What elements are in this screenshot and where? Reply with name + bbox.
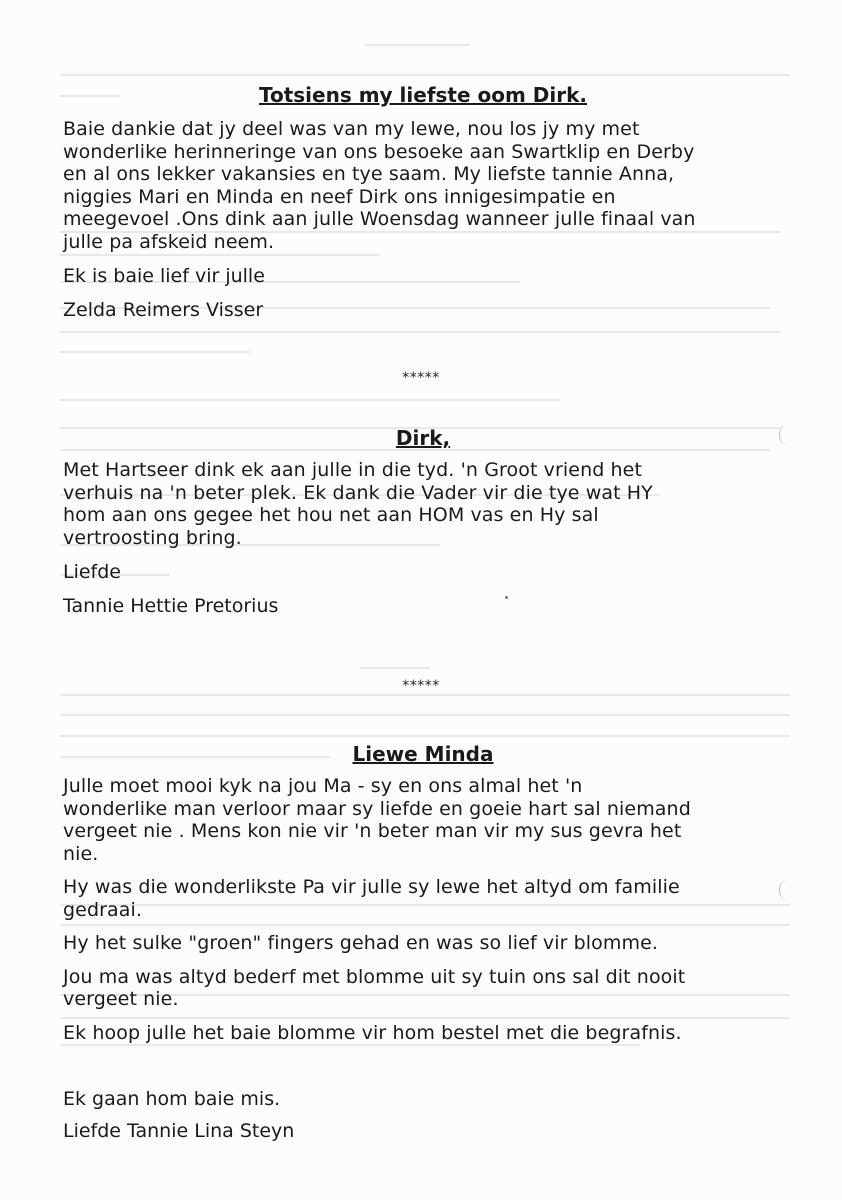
- section-dirk: [63, 425, 783, 617]
- section-heading: Totsiens my liefste oom Dirk.: [258, 83, 588, 107]
- section-divider: *****: [402, 370, 440, 386]
- closing-line: Ek gaan hom baie mis.: [63, 1088, 281, 1110]
- section-liewe-minda: [63, 741, 783, 1142]
- body-line: Met Hartseer dink ek aan julle in die tyd. 'n Groot vriend het: [63, 459, 642, 481]
- body-line: Ek hoop julle het baie blomme vir hom bestel met die begrafnis.: [63, 1021, 682, 1044]
- body-line: Jou ma was altyd bederf met blomme uit sy tuin ons sal dit nooit: [63, 965, 686, 988]
- section-totsiens: [63, 82, 783, 321]
- signature: Liefde Tannie Lina Steyn: [63, 1120, 295, 1142]
- body-line: julle pa afskeid neem.: [63, 230, 275, 253]
- body-line: wonderlike man verloor maar sy liefde en goeie hart sal niemand: [63, 797, 691, 820]
- closing-line: Ek is baie lief vir julle: [63, 265, 265, 287]
- body-line: Hy het sulke "groen" fingers gehad en was so lief vir blomme.: [63, 932, 659, 954]
- body-line: niggies Mari en Minda en neef Dirk ons innigesimpatie en: [63, 185, 616, 208]
- section-body: [63, 118, 783, 253]
- body-line: meegevoel .Ons dink aan julle Woensdag wanneer julle finaal van: [63, 208, 696, 230]
- closing-line: Liefde: [63, 561, 121, 583]
- body-line: verhuis na 'n beter plek. Ek dank die Vader vir die tye wat HY: [63, 481, 653, 504]
- paragraph: [63, 1022, 783, 1045]
- body-line: vergeet nie.: [63, 988, 179, 1010]
- paragraph: [63, 876, 783, 921]
- body-line: Julle moet mooi kyk na jou Ma - sy en ons almal het 'n: [63, 775, 583, 797]
- paragraph: [63, 966, 783, 1011]
- signature: Tannie Hettie Pretorius: [63, 595, 279, 617]
- section-heading: Dirk,: [395, 426, 451, 450]
- body-line: gedraai.: [63, 898, 143, 921]
- signature: Zelda Reimers Visser: [63, 299, 264, 321]
- paragraph: [63, 775, 783, 865]
- paragraph: [63, 932, 783, 955]
- body-line: en al ons lekker vakansies en tye saam. My liefste tannie Anna,: [63, 163, 675, 185]
- body-line: Baie dankie dat jy deel was van my lewe, nou los jy my met: [63, 118, 640, 140]
- body-line: vergeet nie . Mens kon nie vir 'n beter man vir my sus gevra het: [63, 820, 682, 842]
- body-line: nie.: [63, 842, 99, 865]
- body-line: vertroosting bring.: [63, 526, 242, 549]
- body-line: hom aan ons gegee het hou net aan HOM vas en Hy sal: [63, 504, 599, 526]
- body-line: wonderlike herinneringe van ons besoeke aan Swartklip en Derby: [63, 140, 695, 163]
- section-heading: Liewe Minda: [352, 742, 494, 766]
- section-body: [63, 459, 783, 549]
- body-line: Hy was die wonderlikste Pa vir julle sy lewe het altyd om familie: [63, 876, 680, 898]
- section-divider: *****: [402, 678, 440, 694]
